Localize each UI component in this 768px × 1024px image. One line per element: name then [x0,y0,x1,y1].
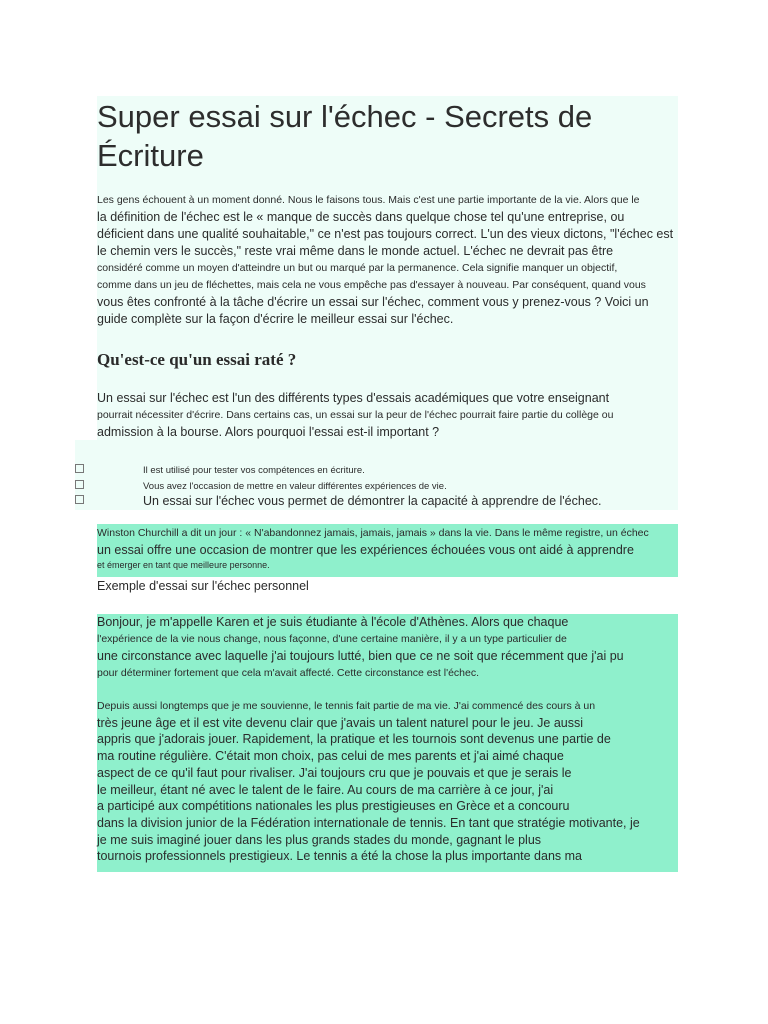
intro-line: comme dans un jeu de fléchettes, mais cela ne vous empêche pas d'essayer à nouveau. Par conséquent, quand vous [97,279,646,291]
essay-line: l'expérience de la vie nous change, nous façonne, d'une certaine manière, il y a un type particulier de [97,633,567,645]
bullet-text: Vous avez l'occasion de mettre en valeur différentes expériences de vie. [143,481,447,492]
document-title [97,96,678,182]
quote-line: et émerger en tant que meilleure personne. [97,560,270,570]
essay-line: très jeune âge et il est vite devenu clair que j'avais un talent naturel pour le jeu. Je aussi [97,715,584,730]
definition-paragraph [97,384,678,440]
example-caption: Exemple d'essai sur l'échec personnel [97,579,309,593]
section-heading: Qu'est-ce qu'un essai raté ? [97,332,678,384]
essay-line: appris que j'adorais jouer. Rapidement, la pratique et les tournois sont devenus une partie de [97,732,611,747]
essay-line: pour déterminer fortement que cela m'avait affecté. Cette circonstance est l'échec. [97,667,480,679]
essay-line: ma routine régulière. C'était mon choix, pas celui de mes parents et j'ai aimé chaque [97,749,564,764]
title-line: Écriture [97,138,204,173]
intro-line: vous êtes confronté à la tâche d'écrire un essai sur l'échec, comment vous y prenez-vous ? Voici un [97,295,649,309]
paragraph-line: pourrait nécessiter d'écrire. Dans certains cas, un essai sur la peur de l'échec pourrait faire partie du collège ou [97,409,614,421]
intro-line: déficient dans une qualité souhaitable," ce n'est pas toujours correct. L'un des vieux dictons, "l'échec est [97,227,674,241]
bullet-list [75,440,678,510]
checkbox-glyph-icon [75,495,84,504]
essay-line: une circonstance avec laquelle j'ai toujours lutté, bien que ce ne soit que récemment que j'ai pu [97,649,624,663]
checkbox-glyph-icon [75,464,84,473]
bullet-text: Il est utilisé pour tester vos compétences en écriture. [143,465,365,476]
essay-line: Bonjour, je m'appelle Karen et je suis étudiante à l'école d'Athènes. Alors que chaque [97,615,569,629]
quote-line: Winston Churchill a dit un jour : « N'abandonnez jamais, jamais, jamais » dans la vie. Dans le même registre, un échec [97,527,649,539]
paragraph-line: Un essai sur l'échec est l'un des différents types d'essais académiques que votre enseignant [97,391,610,405]
intro-line: la définition de l'échec est le « manque de succès dans quelque chose tel qu'une entreprise, ou [97,210,625,224]
intro-line: Les gens échouent à un moment donné. Nous le faisons tous. Mais c'est une partie importante de la vie. Alors que le [97,194,640,206]
essay-line: je me suis imaginé jouer dans les plus grands stades du monde, gagnant le plus [97,832,542,847]
essay-line: le meilleur, étant né avec le talent de le faire. Au cours de ma carrière à ce jour, j'ai [97,782,554,797]
title-line: Super essai sur l'échec - Secrets de [97,99,593,134]
paragraph-gap [97,682,678,698]
essay-line: Depuis aussi longtemps que je me souvienne, le tennis fait partie de ma vie. J'ai commencé des cours à un [97,700,596,712]
intro-line: le chemin vers le succès," reste vrai même dans le monde actuel. L'échec ne devrait pas être [97,244,614,258]
essay-line: dans la division junior de la Fédération internationale de tennis. En tant que stratégie motivante, je [97,815,640,830]
intro-line: guide complète sur la façon d'écrire le meilleur essai sur l'échec. [97,312,454,326]
intro-paragraph [97,182,678,332]
quote-paragraph [97,524,678,577]
quote-line: un essai offre une occasion de montrer que les expériences échouées vous ont aidé à apprendre [97,543,634,557]
intro-line: considéré comme un moyen d'atteindre un but ou marqué par la permanence. Cela signifie manquer un objectif, [97,262,618,274]
essay-line: tournois professionnels prestigieux. Le tennis a été la chose la plus importante dans ma [97,849,583,864]
bullet-text: Un essai sur l'échec vous permet de démontrer la capacité à apprendre de l'échec. [143,494,602,508]
essay-line: aspect de ce qu'il faut pour rivaliser. J'ai toujours cru que je pouvais et que je serais le [97,765,572,780]
checkbox-glyph-icon [75,480,84,489]
essay-example [97,614,678,872]
essay-line: a participé aux compétitions nationales les plus prestigieuses en Grèce et a concouru [97,799,570,814]
paragraph-line: admission à la bourse. Alors pourquoi l'essai est-il important ? [97,425,440,439]
